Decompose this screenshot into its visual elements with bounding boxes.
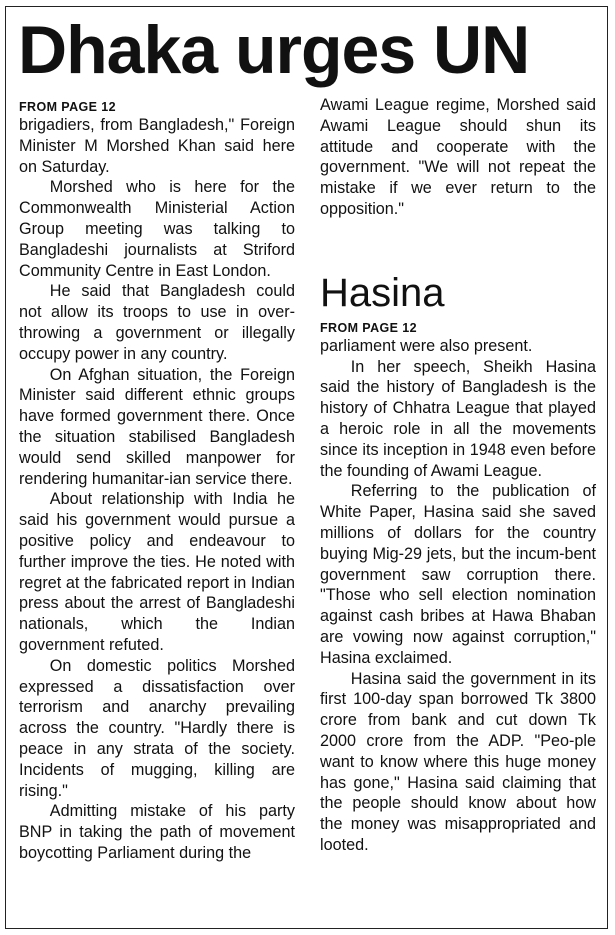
- left-column: [19, 95, 295, 864]
- article-paragraph: On domestic politics Morshed expressed a dissatisfaction over terrorism and anarchy prevailing across the country. "Hardly there is peace in any strata of the society. Incidents of mugging, killing are rising.": [19, 656, 295, 800]
- article-paragraph: Admitting mistake of his party BNP in taking the path of movement boycotting Parliament during the: [19, 802, 295, 862]
- article-paragraph: On Afghan situation, the Foreign Minister said different ethnic groups have formed government there. Once the situation stabilised Bangladesh would send skilled manpower for rendering humanitar-ian service there.: [19, 365, 295, 488]
- article-paragraph: Referring to the publication of White Paper, Hasina said she saved millions of dollars for the country buying Mig-29 jets, but the incum-bent government saw corruption there. "Those who sell election nomination against cash bribes at Hawa Bhaban are vowing now against corruption," Hasina exclaimed.: [320, 482, 596, 667]
- main-headline: Dhaka urges UN: [18, 12, 530, 88]
- article-paragraph: In her speech, Sheikh Hasina said the history of Bangladesh is the history of Chhatra League that played a heroic role in all the movements since its inception in 1948 even before the founding of Awami League.: [320, 357, 596, 480]
- continued-paragraph: Awami League regime, Morshed said Awami League should shun its attitude and cooperate with the government. "We will not repeat the mistake if we ever return to the opposition.": [320, 96, 596, 218]
- article-paragraph: Morshed who is here for the Commonwealth Ministerial Action Group meeting was talking to Bangladeshi journalists at Striford Community Centre in East London.: [19, 178, 295, 280]
- from-page-kicker: FROM PAGE 12: [320, 320, 417, 335]
- second-story-headline: Hasina: [320, 270, 445, 315]
- article-paragraph: He said that Bangladesh could not allow its troops to use in over-throwing a government or illegally occupy power in any country.: [19, 282, 295, 363]
- right-column: [320, 95, 596, 856]
- article-paragraph: parliament were also present.: [320, 336, 533, 355]
- from-page-kicker: FROM PAGE 12: [19, 100, 116, 114]
- article-paragraph: brigadiers, from Bangladesh," Foreign Minister M Morshed Khan said here on Saturday.: [19, 116, 295, 176]
- article-paragraph: Hasina said the government in its first 100-day span borrowed Tk 3800 crore from bank and cut down Tk 2000 crore from the ADP. "Peo-ple want to know where this huge money has gone," Hasina said claiming that the people should know about how the money was misappropriated and looted.: [320, 669, 596, 854]
- article-paragraph: About relationship with India he said his government would pursue a positive policy and endeavour to further improve the ties. He noted with regret at the fabricated report in Indian press about the arrest of Bangladeshi nationals, which the Indian government refuted.: [19, 490, 295, 654]
